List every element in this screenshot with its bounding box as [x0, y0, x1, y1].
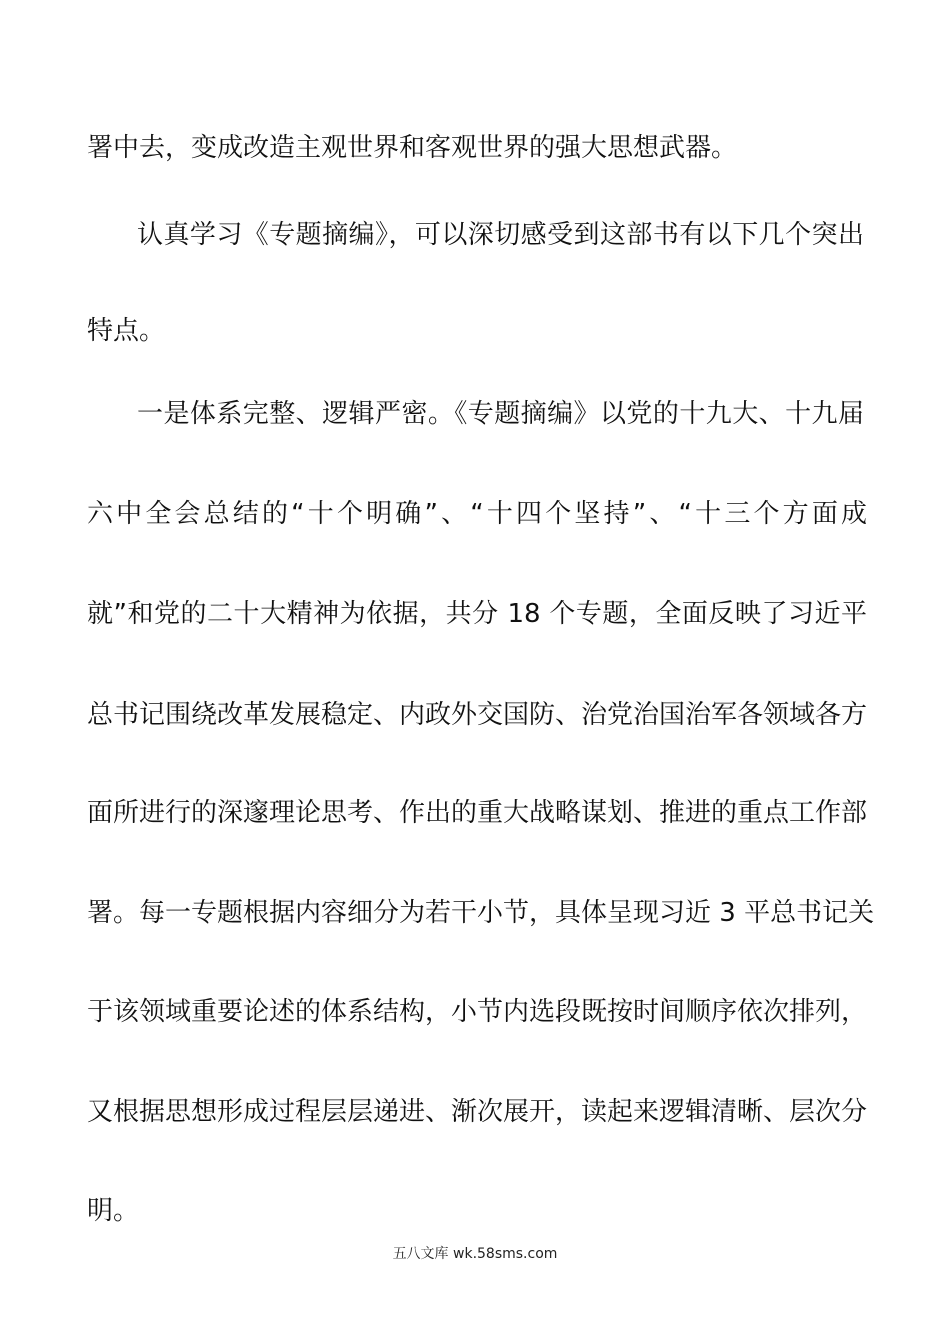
text-line-1: 署中去，变成改造主观世界和客观世界的强大思想武器。 — [87, 133, 738, 163]
text-line-8: 面所进行的深邃理论思考、作出的重大战略谋划、推进的重点工作部 — [87, 798, 868, 828]
text-line-6: 就”和党的二十大精神为依据，共分 18 个专题，全面反映了习近平 — [87, 599, 867, 629]
text-line-3: 特点。 — [87, 316, 166, 346]
text-line-2: 认真学习《专题摘编》，可以深切感受到这部书有以下几个突出 — [137, 220, 864, 250]
text-line-12: 明。 — [87, 1196, 140, 1226]
text-line-7: 总书记围绕改革发展稳定、内政外交国防、治党治国治军各领域各方 — [87, 700, 868, 730]
text-line-11: 又根据思想形成过程层层递进、渐次展开，读起来逻辑清晰、层次分 — [87, 1097, 868, 1127]
footer-watermark: 五八文库 wk.58sms.com — [392, 1246, 558, 1262]
text-line-4: 一是体系完整、逻辑严密。《专题摘编》以党的十九大、十九届 — [137, 399, 864, 429]
text-line-9: 署。每一专题根据内容细分为若干小节，具体呈现习近 3 平总书记关 — [87, 898, 875, 928]
text-line-5: 六中全会总结的“十个明确”、“十四个坚持”、“十三个方面成 — [87, 499, 867, 529]
text-line-10: 于该领域重要论述的体系结构，小节内选段既按时间顺序依次排列， — [87, 997, 868, 1027]
